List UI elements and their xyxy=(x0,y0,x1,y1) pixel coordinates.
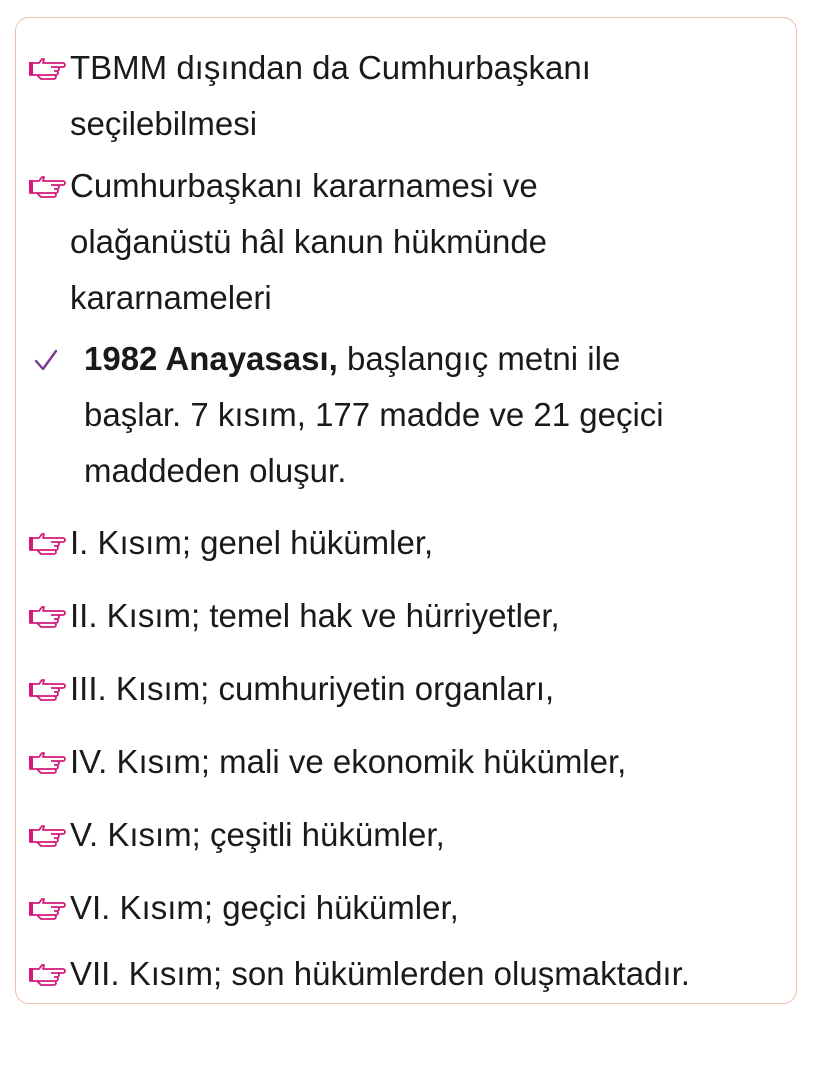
list-item-text: II. Kısım; temel hak ve hürriyetler, xyxy=(70,597,560,634)
pointing-hand-icon xyxy=(28,960,68,988)
list-item-text: seçilebilmesi xyxy=(70,105,258,142)
list-item-text: TBMM dışından da Cumhurbaşkanı xyxy=(70,49,591,86)
list-item-lead-rest: başlangıç metni ile xyxy=(337,340,621,377)
list-item-text: maddeden oluşur. xyxy=(84,452,347,489)
list-item-text: III. Kısım; cumhuriyetin organları, xyxy=(70,670,555,707)
list-item-bold-lead: 1982 Anayasası, xyxy=(84,340,338,377)
pointing-hand-icon xyxy=(28,54,68,82)
list-item-text: IV. Kısım; mali ve ekonomik hükümler, xyxy=(70,743,627,780)
content-card xyxy=(15,17,797,1004)
pointing-hand-icon xyxy=(28,602,68,630)
pointing-hand-icon xyxy=(28,894,68,922)
pointing-hand-icon xyxy=(28,172,68,200)
pointing-hand-icon xyxy=(28,748,68,776)
list-item-text: kararnameleri xyxy=(70,279,272,316)
checkmark-icon xyxy=(33,347,59,373)
list-item-text xyxy=(84,331,620,387)
list-item-text: başlar. 7 kısım, 177 madde ve 21 geçici xyxy=(84,396,664,433)
list-item-text: VI. Kısım; geçici hükümler, xyxy=(70,889,459,926)
list-item-text: VII. Kısım; son hükümlerden oluşmaktadır. xyxy=(70,955,690,992)
list-item-text: olağanüstü hâl kanun hükmünde xyxy=(70,223,548,260)
pointing-hand-icon xyxy=(28,821,68,849)
list-item-text: Cumhurbaşkanı kararnamesi ve xyxy=(70,167,538,204)
list-item-text: V. Kısım; çeşitli hükümler, xyxy=(70,816,445,853)
pointing-hand-icon xyxy=(28,529,68,557)
list-item-text: I. Kısım; genel hükümler, xyxy=(70,524,434,561)
pointing-hand-icon xyxy=(28,675,68,703)
